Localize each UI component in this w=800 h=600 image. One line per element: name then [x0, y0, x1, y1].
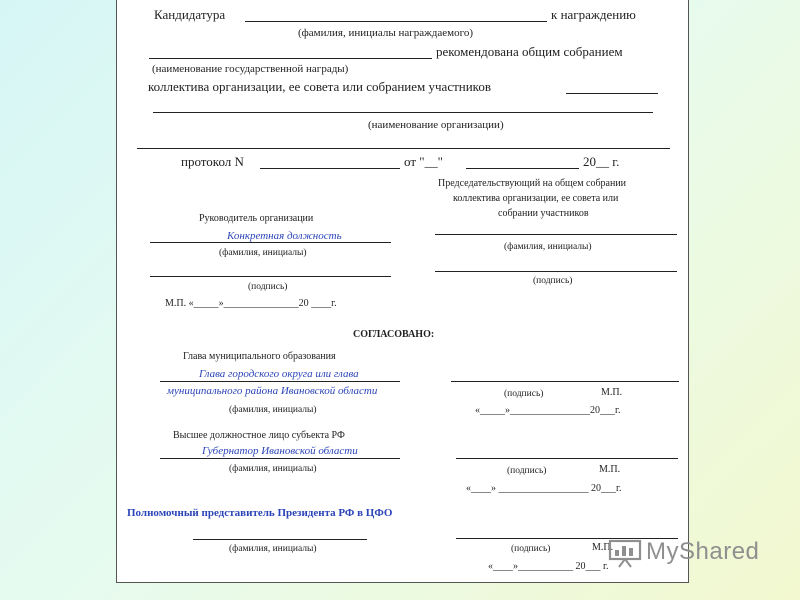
head-title: Руководитель организации: [199, 213, 314, 224]
collective-line[interactable]: [566, 93, 658, 94]
protocol-label: протокол N: [181, 154, 244, 169]
approved-heading: СОГЛАСОВАНО:: [353, 329, 435, 340]
award-form-sheet: [116, 0, 689, 583]
recommended-text: рекомендована общим собранием: [436, 44, 623, 59]
head-name-line[interactable]: [150, 276, 391, 277]
presidential-stamp: М.П.: [592, 542, 614, 553]
chair-title-line1: Председательствующий на общем собрании: [438, 178, 627, 189]
presidential-rep-title: Полномочный представитель Президента РФ в ЦФО: [127, 507, 393, 519]
org-name-hint: (наименование организации): [368, 119, 504, 131]
protocol-date-line[interactable]: [466, 168, 579, 169]
subject-signature-line[interactable]: [456, 458, 678, 459]
presidential-date: «____»___________ 20___ г.: [488, 561, 609, 572]
head-stamp-date: М.П. «_____»_______________20 ____г.: [165, 298, 337, 309]
award-name-line[interactable]: [149, 58, 432, 59]
presidential-name-hint: (фамилия, инициалы): [229, 544, 317, 554]
head-position-line[interactable]: [150, 242, 391, 243]
collective-text: коллектива организации, ее совета или собранием участников: [148, 79, 491, 94]
presidential-rep-line[interactable]: [193, 539, 367, 540]
candidacy-label: Кандидатура: [154, 7, 226, 22]
chair-title-line3: собрании участников: [498, 208, 589, 219]
municipal-signature-hint: (подпись): [504, 389, 544, 399]
head-position-value: Конкретная должность: [227, 230, 342, 242]
chair-name-hint: (фамилия, инициалы): [504, 242, 592, 252]
chair-name-line[interactable]: [435, 234, 677, 235]
chair-signature-hint: (подпись): [533, 276, 573, 286]
subject-official-value: Губернатор Ивановской области: [202, 445, 358, 457]
head-name-hint: (фамилия, инициалы): [219, 248, 307, 258]
organization-line[interactable]: [153, 112, 653, 113]
separator-line: [137, 148, 670, 149]
presidential-signature-hint: (подпись): [511, 544, 551, 554]
awardee-hint: (фамилия, инициалы награждаемого): [298, 27, 473, 39]
protocol-from: от "__": [404, 154, 443, 169]
municipal-head-value-line1: Глава городского округа или глава: [199, 368, 359, 380]
subject-name-hint: (фамилия, инициалы): [229, 464, 317, 474]
municipal-head-line[interactable]: [160, 381, 400, 382]
subject-official-line[interactable]: [160, 458, 400, 459]
municipal-signature-line[interactable]: [451, 381, 679, 382]
subject-stamp: М.П.: [599, 464, 621, 475]
award-name-hint: (наименование государственной награды): [152, 63, 349, 75]
municipal-stamp: М.П.: [601, 387, 623, 398]
watermark: [608, 538, 759, 566]
awardee-name-line[interactable]: [245, 21, 547, 22]
subject-signature-hint: (подпись): [507, 466, 547, 476]
presentation-board-icon: [608, 538, 642, 566]
protocol-year: 20__ г.: [583, 154, 620, 169]
subject-date: «____» __________________ 20___г.: [466, 483, 622, 494]
chair-signature-line[interactable]: [435, 271, 677, 272]
subject-official-title: Высшее должностное лицо субъекта РФ: [173, 430, 345, 441]
head-signature-hint: (подпись): [248, 282, 288, 292]
watermark-text: MyShared: [646, 538, 760, 565]
municipal-head-value-line2: муниципального района Ивановской области: [167, 385, 378, 397]
municipal-head-title: Глава муниципального образования: [183, 351, 336, 362]
chair-title-line2: коллектива организации, ее совета или: [453, 193, 619, 204]
municipal-name-hint: (фамилия, инициалы): [229, 405, 317, 415]
protocol-number-line[interactable]: [260, 168, 400, 169]
municipal-date: «_____»________________20___г.: [475, 405, 621, 416]
to-award-text: к награждению: [551, 7, 636, 22]
